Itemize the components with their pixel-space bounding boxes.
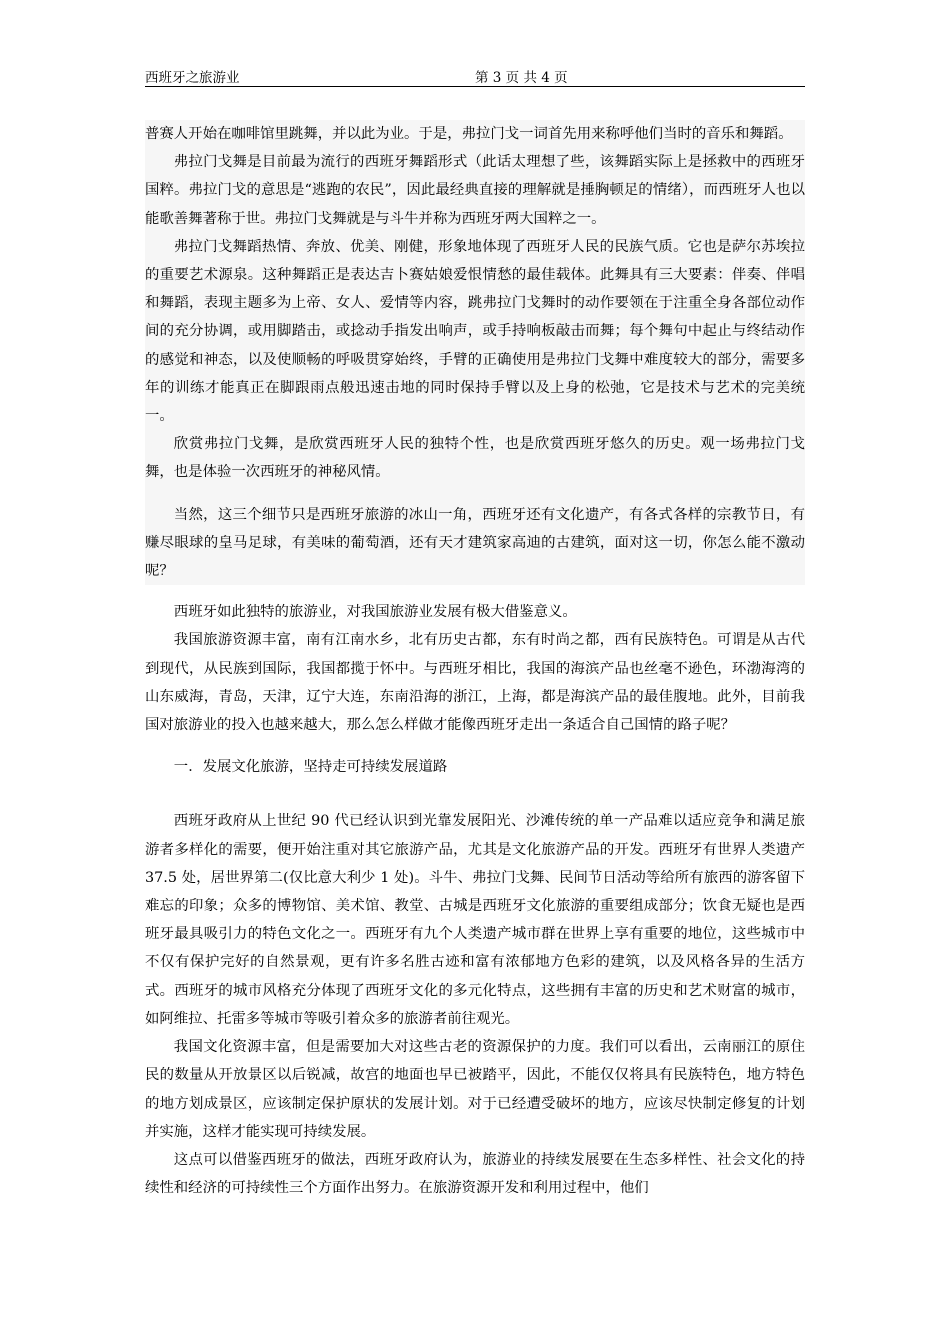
- shaded-section: [145, 120, 805, 585]
- paragraph-china-resources: 我国旅游资源丰富，南有江南水乡，北有历史古都，东有时尚之都，西有民族特色。可谓是从古代到现代，从民族到国际，我国都揽于怀中。与西班牙相比，我国的海滨产品也丝毫不逊色，环渤海湾的山东威海，青岛，天津，辽宁大连，东南沿海的浙江，上海，都是海滨产品的最佳腹地。此外，目前我国对旅游业的投入也越来越大，那么怎么样做才能像西班牙走出一条适合自己国情的路子呢？: [145, 632, 805, 734]
- paragraph-spacer: [145, 585, 805, 598]
- header-title: 西班牙之旅游业: [145, 70, 240, 86]
- page-header: [145, 64, 805, 87]
- paragraph-flamenco-appreciation: 欣赏弗拉门戈舞，是欣赏西班牙人民的独特个性，也是欣赏西班牙悠久的历史。观一场弗拉门戈舞，也是体验一次西班牙的神秘风情。: [145, 436, 805, 481]
- section-heading-cultural-tourism: 一．发展文化旅游，坚持走可持续发展道路: [173, 759, 448, 776]
- paragraph-sustainability: 这点可以借鉴西班牙的做法，西班牙政府认为，旅游业的持续发展要在生态多样性、社会文化的持续性和经济的可持续性三个方面作出努力。在旅游资源开发和利用过程中，他们: [145, 1151, 805, 1197]
- paragraph-flamenco-intro: 弗拉门戈舞是目前最为流行的西班牙舞蹈形式（此话太理想了些，该舞蹈实际上是拯救中的西班牙国粹。弗拉门戈的意思是“逃跑的农民”，因此最经典直接的理解就是捶胸顿足的情绪），而西班牙人也以能歌善舞著称于世。弗拉门戈舞就是与斗牛并称为西班牙两大国粹之一。: [145, 154, 805, 227]
- document-body: [145, 120, 805, 1202]
- paragraph-flamenco-features: 弗拉门戈舞蹈热情、奔放、优美、刚健，形象地体现了西班牙人民的民族气质。它也是萨尔苏埃拉的重要艺术源泉。这种舞蹈正是表达吉卜赛姑娘爱恨情愁的最佳载体。此舞具有三大要素：伴奏、伴唱和舞蹈，表现主题多为上帝、女人、爱情等内容，跳弗拉门戈舞时的动作要领在于注重全身各部位动作间的充分协调，或用脚踏击，或捻动手指发出响声，或手持响板敲击而舞；每个舞句中起止与终结动作的感觉和神态，以及使顺畅的呼吸贯穿始终，手臂的正确使用是弗拉门戈舞中难度较大的部分，需要多年的训练才能真正在脚跟雨点般迅速击地的同时保持手臂以及上身的松弛，它是技术与艺术的完美统一。: [145, 238, 805, 425]
- paragraph-spacer: [145, 781, 805, 807]
- paragraph-spain-cultural-tourism: 西班牙政府从上世纪 90 代已经认识到光靠发展阳光、沙滩传统的单一产品难以适应竞争和满足旅游者多样化的需要，便开始注重对其它旅游产品，尤其是文化旅游产品的开发。西班牙有世界人类遗产 37.5 处，居世界第二(仅比意大利少 1 处)。斗牛、弗拉门戈舞、民间节日活动等给所有旅西的游客留下难忘的印象；众多的博物馆、美术馆、教堂、古城是西班牙文化旅游的重要组成部分；饮食无疑也是西班牙最具吸引力的特色文化之一。西班牙有九个人类遗产城市群在世界上享有重要的地位，这些城市中不仅有保护完好的自然景观，更有许多名胜古迹和富有浓郁地方色彩的建筑，以及风格各异的生活方式。西班牙的城市风格充分体现了西班牙文化的多元化特点，这些拥有丰富的历史和艺术财富的城市，如阿维拉、托雷多等城市等吸引着众多的旅游者前往观光。: [145, 813, 805, 1027]
- paragraph-gypsy-cafe: 普赛人开始在咖啡馆里跳舞，并以此为业。于是，弗拉门戈一词首先用来称呼他们当时的音乐和舞蹈。: [145, 126, 793, 142]
- paragraph-reference-value: 西班牙如此独特的旅游业，对我国旅游业发展有极大借鉴意义。: [173, 604, 577, 621]
- paragraph-spacer: [145, 739, 805, 753]
- paragraph-tip-of-iceberg: 当然，这三个细节只是西班牙旅游的冰山一角，西班牙还有文化遗产，有各式各样的宗教节日，有赚尽眼球的皇马足球，有美味的葡萄酒，还有天才建筑家高迪的古建筑，面对这一切，你怎么能不激动呢？: [145, 506, 805, 580]
- paragraph-spacer: [145, 487, 805, 501]
- header-page-info: 第 3 页 共 4 页: [475, 70, 568, 86]
- paragraph-china-protection: 我国文化资源丰富，但是需要加大对这些古老的资源保护的力度。我们可以看出，云南丽江的原住民的数量从开放景区以后锐减，故宫的地面也早已被踏平，因此，不能仅仅将具有民族特色，地方特色的地方划成景区，应该制定保护原状的发展计划。对于已经遭受破坏的地方，应该尽快制定修复的计划并实施，这样才能实现可持续发展。: [145, 1039, 805, 1140]
